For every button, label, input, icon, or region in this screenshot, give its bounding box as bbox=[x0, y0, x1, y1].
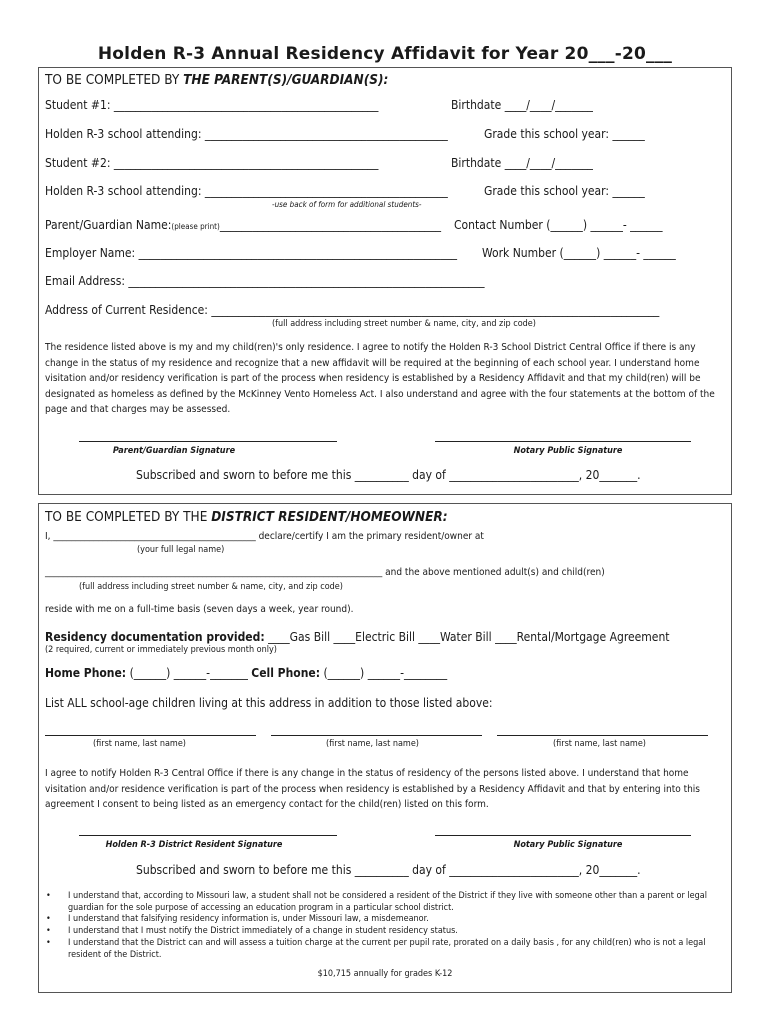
parent-notary-signature-label: Notary Public Signature bbox=[513, 446, 623, 456]
documentation-row[interactable]: Residency documentation provided: ____Gas Bill ____Electric Bill ____Water Bill ____Rental/Mortgage Agreement bbox=[45, 630, 670, 644]
resident-address-note: (full address including street number & name, city, and zip code) bbox=[79, 582, 343, 592]
child-name-line-2[interactable] bbox=[271, 735, 482, 736]
documentation-note: (2 required, current or immediately previous month only) bbox=[45, 645, 277, 655]
resident-notary-signature-line[interactable] bbox=[435, 835, 691, 836]
legal-statement: • I understand that I must notify the District immediately of a change in student residency status. bbox=[38, 926, 728, 938]
parent-notary-signature-line[interactable] bbox=[435, 441, 691, 442]
parent-section-header: TO BE COMPLETED BY THE PARENT(S)/GUARDIAN(S): bbox=[45, 72, 389, 88]
school2-field[interactable]: Holden R-3 school attending: _____________________________________________ bbox=[45, 184, 448, 198]
guardian-name-field[interactable]: Parent/Guardian Name:(please print)_________________________________________ bbox=[45, 218, 442, 232]
legal-statement: • I understand that the District can and will assess a tuition charge at the current per pupil rate, prorated on a daily basis , for any child(ren) who is not a legal resident of the District. bbox=[38, 938, 728, 961]
legal-statement: • I understand that, according to Missouri law, a student shall not be considered a resident of the District if they live with someone other than a parent or legal guardian for the sole purpose of accessing an education program in a particular school district. bbox=[38, 891, 728, 914]
child-name-note-2: (first name, last name) bbox=[326, 739, 419, 749]
parent-signature-line[interactable] bbox=[79, 441, 337, 442]
legal-name-note: (your full legal name) bbox=[137, 545, 225, 555]
resident-agreement-paragraph: I agree to notify Holden R-3 Central Office if there is any change in the status of residency of the persons listed above. I understand that home visitation and/or residence verification is part of the process when residency is established by a Residency Affidavit and that by entering into this agreement I consent to being listed as an emergency contact for the child(ren) listed on this form. bbox=[45, 768, 700, 810]
contact-number-field[interactable]: Contact Number (______) ______- ______ bbox=[454, 218, 663, 232]
declare-field[interactable]: I, _____________________________________________ declare/certify I am the primary resident/owner at bbox=[45, 531, 484, 542]
child-name-note-1: (first name, last name) bbox=[93, 739, 186, 749]
resident-signature-label: Holden R-3 District Resident Signature bbox=[105, 840, 283, 850]
parent-sworn-statement: Subscribed and sworn to before me this __________ day of ________________________, 20_______. bbox=[136, 468, 641, 482]
reside-statement: reside with me on a full-time basis (seven days a week, year round). bbox=[45, 604, 354, 615]
legal-statement: • I understand that falsifying residency information is, under Missouri law, a misdemeanor. bbox=[38, 914, 728, 926]
student2-birthdate-field[interactable]: Birthdate ____/____/_______ bbox=[451, 156, 593, 170]
school1-field[interactable]: Holden R-3 school attending: _____________________________________________ bbox=[45, 127, 448, 141]
form-title: Holden R-3 Annual Residency Affidavit for Year 20___-20___ bbox=[97, 44, 673, 64]
phone-row[interactable]: Home Phone: (______) ______-_______ Cell Phone: (______) ______-________ bbox=[45, 666, 448, 680]
resident-sworn-statement: Subscribed and sworn to before me this __________ day of ________________________, 20_______. bbox=[136, 863, 641, 877]
employer-field[interactable]: Employer Name: ___________________________________________________________ bbox=[45, 246, 458, 260]
legal-statements-list bbox=[38, 891, 728, 961]
resident-address-field[interactable]: ___________________________________________________________________________ and the above mentioned adult(s) and child(ren) bbox=[45, 567, 605, 578]
child-name-line-1[interactable] bbox=[45, 735, 256, 736]
child-name-note-3: (first name, last name) bbox=[553, 739, 646, 749]
tuition-rate: $10,715 annually for grades K-12 bbox=[317, 969, 453, 979]
grade1-field[interactable]: Grade this school year: ______ bbox=[484, 127, 645, 141]
residence-address-note: (full address including street number & name, city, and zip code) bbox=[272, 319, 536, 329]
resident-signature-line[interactable] bbox=[79, 835, 337, 836]
student1-field[interactable]: Student #1: _________________________________________________ bbox=[45, 98, 379, 112]
work-number-field[interactable]: Work Number (______) ______- ______ bbox=[482, 246, 676, 260]
email-field[interactable]: Email Address: __________________________________________________________________ bbox=[45, 274, 485, 288]
residence-address-field[interactable]: Address of Current Residence: ___________________________________________________________________________________ bbox=[45, 303, 660, 317]
additional-students-note: -use back of form for additional students- bbox=[272, 200, 422, 209]
grade2-field[interactable]: Grade this school year: ______ bbox=[484, 184, 645, 198]
resident-notary-signature-label: Notary Public Signature bbox=[513, 840, 623, 850]
parent-signature-label: Parent/Guardian Signature bbox=[112, 446, 236, 456]
student1-birthdate-field[interactable]: Birthdate ____/____/_______ bbox=[451, 98, 593, 112]
parent-agreement-paragraph: The residence listed above is my and my child(ren)'s only residence. I agree to notify the Holden R-3 School District Central Office if there is any change in the status of my residence and recognize that a new affidavit will be required at the beginning of each school year. I understand home visitation and/or residency verification is part of the process when residency is established by a Residency Affidavit and that my child(ren) will be designated as homeless as defined by the McKinney Vento Homeless Act. I also understand and agree with the four statements at the bottom of the page and that charges may be assessed. bbox=[45, 342, 715, 415]
list-children-prompt: List ALL school-age children living at this address in addition to those listed above: bbox=[45, 696, 493, 710]
student2-field[interactable]: Student #2: _________________________________________________ bbox=[45, 156, 379, 170]
resident-section-header: TO BE COMPLETED BY THE DISTRICT RESIDENT/HOMEOWNER: bbox=[45, 509, 448, 525]
child-name-line-3[interactable] bbox=[497, 735, 708, 736]
